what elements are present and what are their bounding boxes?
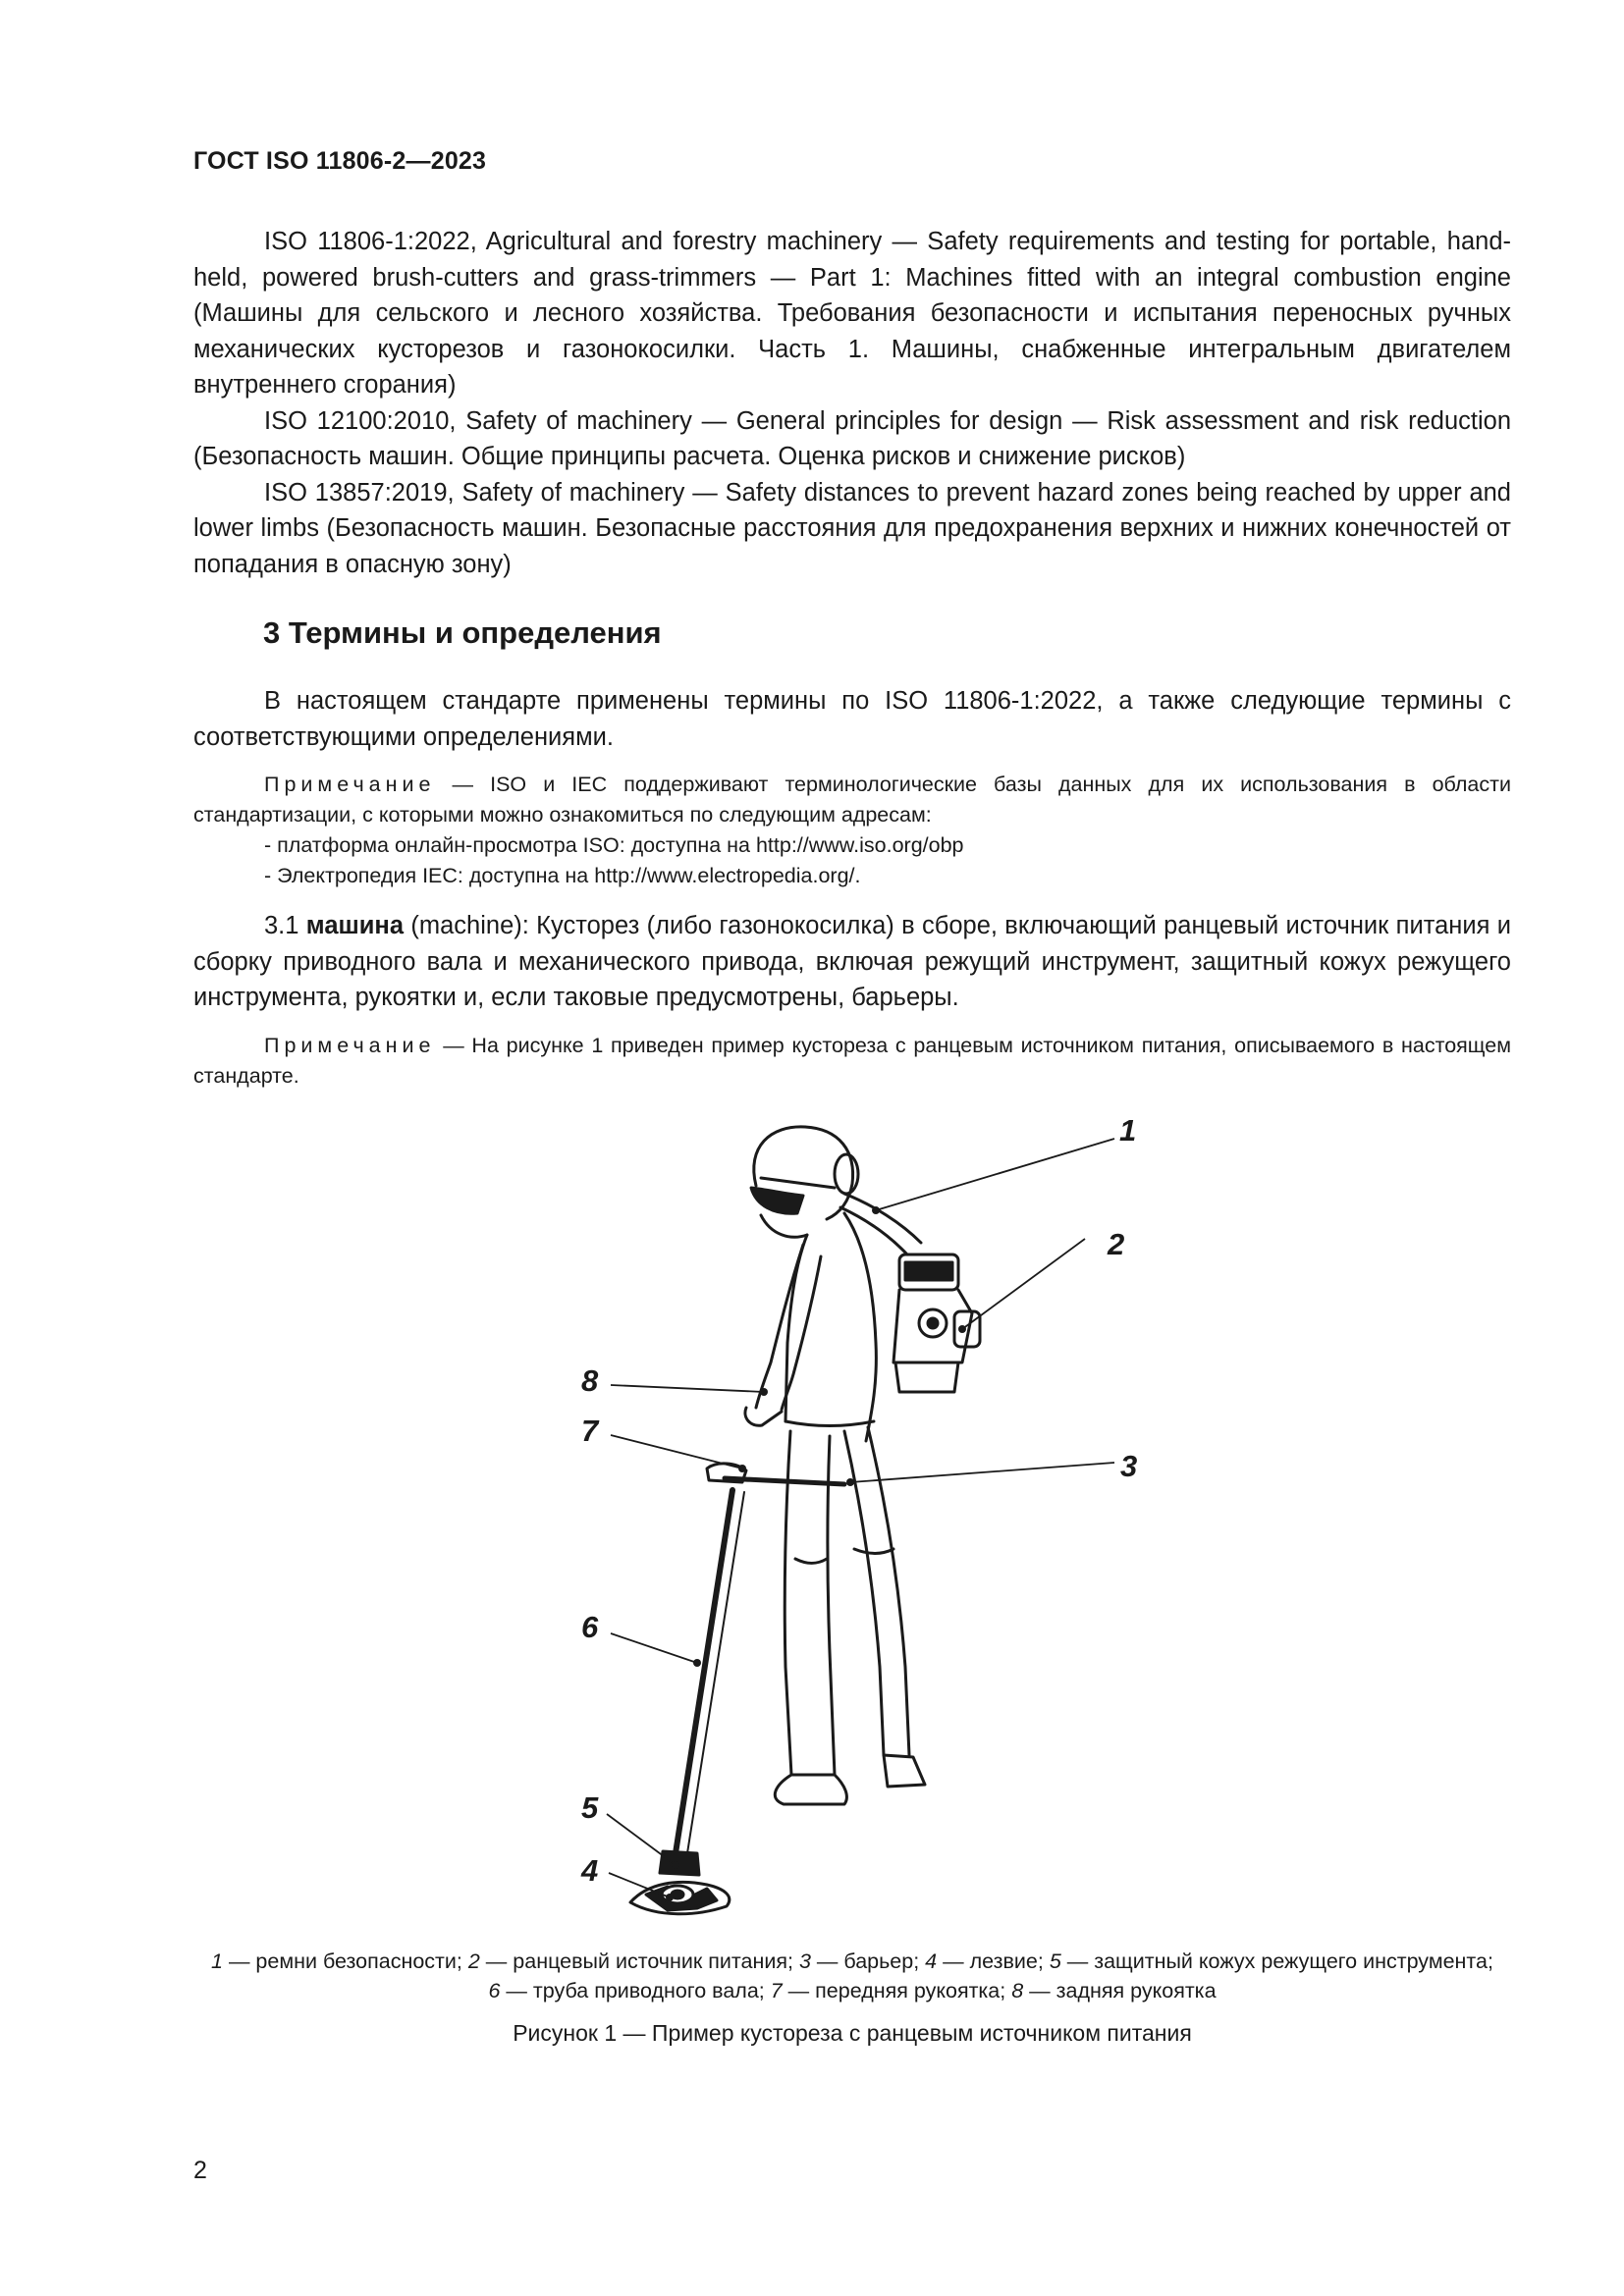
note-label: Примечание	[264, 1033, 436, 1057]
brush-cutter-illustration	[550, 1097, 1178, 1942]
legend-text: — задняя рукоятка	[1023, 1979, 1217, 2002]
legend-text: — ремни безопасности;	[222, 1949, 468, 1973]
legend-text: — лезвие;	[937, 1949, 1050, 1973]
reference-iso-12100: ISO 12100:2010, Safety of machinery — General principles for design — Risk assessment and risk reduction (Безопасность машин. Общие принципы расчета. Оценка рисков и снижение рисков)	[193, 406, 1511, 470]
figure-legend	[193, 1947, 1511, 2005]
figure-label-4: 4	[581, 1853, 599, 1888]
legend-number: 8	[1011, 1979, 1024, 2002]
note-2	[193, 1031, 1511, 1092]
figure-label-8: 8	[581, 1363, 599, 1398]
note-text: — ISO и IEC поддерживают терминологические базы данных для их использования в области стандартизации, с которыми можно ознакомиться по следующим адресам:	[193, 773, 1511, 827]
legend-text: — ранцевый источник питания;	[479, 1949, 799, 1973]
document-header: ГОСТ ISO 11806-2—2023	[193, 147, 487, 175]
figure-label-3: 3	[1120, 1449, 1138, 1483]
reference-iso-13857: ISO 13857:2019, Safety of machinery — Safety distances to prevent hazard zones being reached by upper and lower limbs (Безопасность машин. Безопасные расстояния для предохранения верхних и нижних конечностей от попадания в опасную зону)	[193, 478, 1511, 578]
legend-text: — передняя рукоятка;	[782, 1979, 1012, 2002]
term-definition: (machine): Кусторез (либо газонокосилка) в сборе, включающий ранцевый источник питания и сборку приводного вала и механического привода, включая режущий инструмент, защитный кожух режущего инструмента, рукоятки и, если таковые предусмотрены, барьеры.	[193, 912, 1511, 1011]
figure-caption: Рисунок 1 — Пример кустореза с ранцевым источником питания	[513, 2020, 1192, 2046]
legend-line-1	[193, 1947, 1511, 1976]
reference-iso-11806-1: ISO 11806-1:2022, Agricultural and forestry machinery — Safety requirements and testing for portable, hand-held, powered brush-cutters and grass-trimmers — Part 1: Machines fitted with an integral combustion engine (Машины для сельского и лесного хозяйства. Требования безопасности и испытания переносных ручных механических кусторезов и газонокосилки. Часть 1. Машины, снабженные интегральным двигателем внутреннего сгорания)	[193, 228, 1511, 399]
legend-text: — труба приводного вала;	[500, 1979, 771, 2002]
normative-references	[193, 224, 1511, 582]
section-title: 3 Термины и определения	[263, 615, 662, 650]
note-label: Примечание	[264, 773, 436, 796]
legend-number: 3	[798, 1949, 811, 1973]
term-3-1	[193, 908, 1511, 1016]
figure-label-1: 1	[1119, 1113, 1137, 1148]
figure-label-2: 2	[1108, 1227, 1125, 1261]
list-item: - Электропедия IEC: доступна на http://www.electropedia.org/.	[264, 864, 861, 887]
legend-number: 7	[770, 1979, 783, 2002]
legend-text: — барьер;	[810, 1949, 926, 1973]
intro-paragraph: В настоящем стандарте применены термины по ISO 11806-1:2022, а также следующие термины с соответствующими определениями.	[193, 687, 1511, 751]
legend-text: — защитный кожух режущего инструмента;	[1060, 1949, 1493, 1973]
figure-label-7: 7	[581, 1414, 599, 1448]
legend-number: 4	[925, 1949, 938, 1973]
note-1	[193, 770, 1511, 830]
term-name: машина	[305, 912, 405, 939]
legend-line-2	[193, 1976, 1511, 2005]
legend-number: 5	[1049, 1949, 1061, 1973]
section-body	[193, 683, 1511, 1092]
legend-number: 6	[488, 1979, 501, 2002]
figure-label-5: 5	[581, 1790, 599, 1825]
note-text: — На рисунке 1 приведен пример кустореза с ранцевым источником питания, описываемого в настоящем стандарте.	[193, 1033, 1511, 1088]
page-number: 2	[193, 2157, 207, 2184]
legend-number: 1	[211, 1949, 223, 1973]
figure-1	[550, 1097, 1178, 1942]
term-number: 3.1	[264, 912, 306, 939]
list-item: - платформа онлайн-просмотра ISO: доступна на http://www.iso.org/obp	[264, 833, 964, 857]
legend-number: 2	[467, 1949, 480, 1973]
figure-label-6: 6	[581, 1610, 599, 1644]
